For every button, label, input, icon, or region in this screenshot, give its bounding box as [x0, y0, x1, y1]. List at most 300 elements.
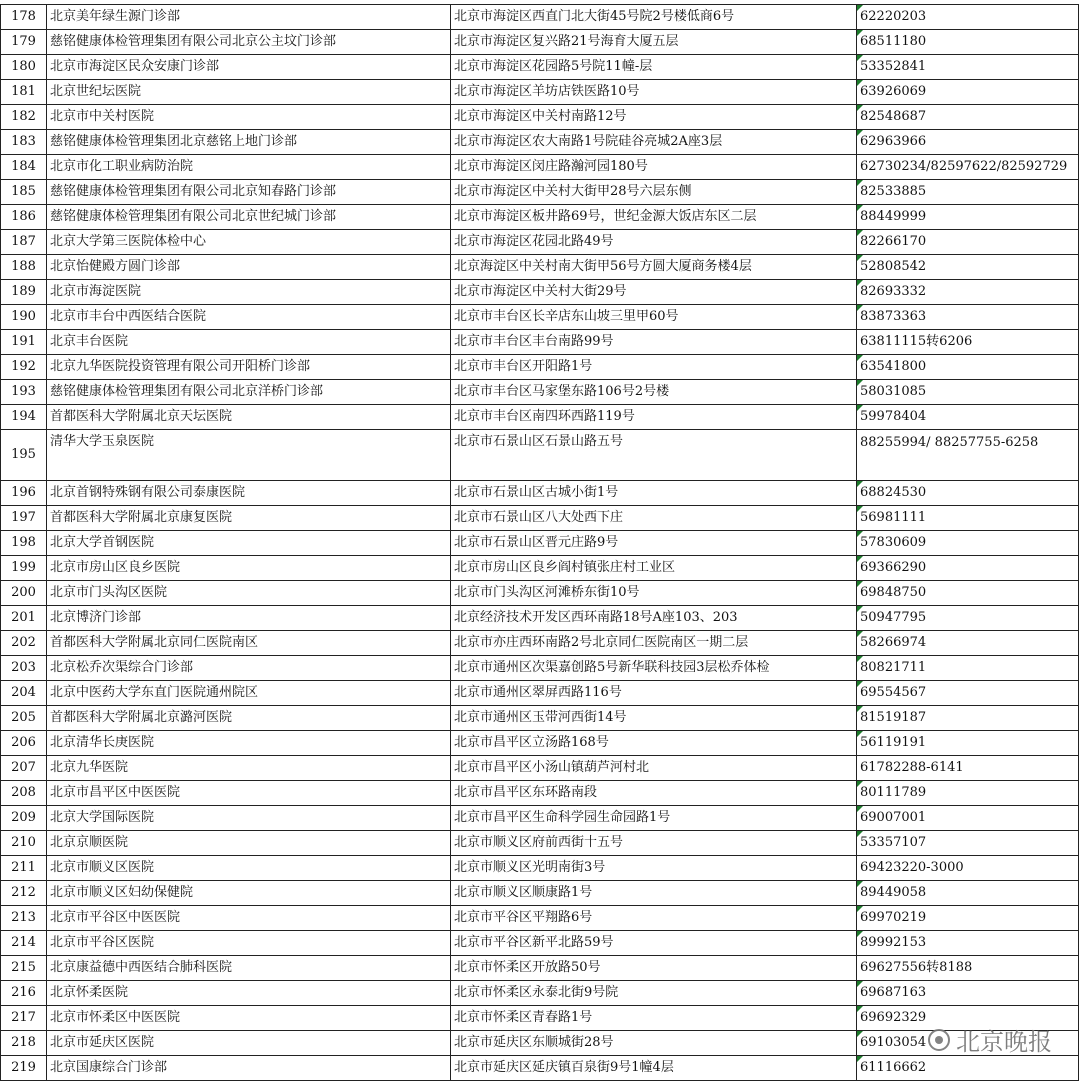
hospital-phone-text: 82693332	[860, 284, 927, 299]
hospital-address-text: 北京市丰台区开阳路1号	[454, 359, 593, 374]
row-number	[1, 330, 47, 355]
hospital-address-text: 北京市顺义区顺康路1号	[454, 885, 593, 900]
table-row	[1, 481, 1079, 506]
row-number	[1, 531, 47, 556]
hospital-phone	[857, 80, 1079, 105]
row-number	[1, 80, 47, 105]
hospital-phone-text: 69007001	[860, 810, 927, 825]
hospital-name-text: 北京大学首钢医院	[50, 535, 155, 550]
cell-flag-icon	[857, 280, 863, 286]
hospital-phone-text: 69848750	[860, 585, 927, 600]
hospital-phone-text: 57830609	[860, 535, 927, 550]
hospital-phone-text: 69103054	[860, 1035, 927, 1050]
hospital-name	[47, 931, 451, 956]
hospital-phone	[857, 405, 1079, 430]
hospital-address-text: 北京市延庆区东顺城街28号	[454, 1035, 614, 1050]
hospital-address-text: 北京市海淀区西直门北大街45号院2号楼低商6号	[454, 9, 735, 24]
hospital-name-text: 北京国康综合门诊部	[50, 1060, 168, 1075]
hospital-name	[47, 556, 451, 581]
table-row	[1, 405, 1079, 430]
hospital-name	[47, 55, 451, 80]
hospital-name	[47, 1031, 451, 1056]
row-number-text: 212	[11, 885, 36, 900]
hospital-name-text: 北京丰台医院	[50, 334, 129, 349]
hospital-address-text: 北京市昌平区东环路南段	[454, 785, 598, 800]
hospital-name-text: 北京市中关村医院	[50, 109, 155, 124]
hospital-phone	[857, 881, 1079, 906]
hospital-name-text: 北京市丰台中西医结合医院	[50, 309, 207, 324]
hospital-name	[47, 280, 451, 305]
row-number-text: 217	[11, 1010, 36, 1025]
hospital-phone	[857, 831, 1079, 856]
hospital-name-text: 北京怡健殿方圆门诊部	[50, 259, 181, 274]
hospital-phone-text: 68511180	[860, 34, 927, 49]
table-row	[1, 5, 1079, 30]
hospital-name-text: 北京市海淀医院	[50, 284, 142, 299]
hospital-phone-text: 88449999	[860, 209, 927, 224]
hospital-address	[451, 881, 857, 906]
hospital-address	[451, 531, 857, 556]
hospital-phone-text: 82533885	[860, 184, 927, 199]
hospital-address	[451, 280, 857, 305]
hospital-name-text: 慈铭健康体检管理集团有限公司北京公主坟门诊部	[50, 34, 337, 49]
row-number	[1, 981, 47, 1006]
cell-flag-icon	[857, 1056, 863, 1062]
table-row	[1, 55, 1079, 80]
hospital-table	[0, 4, 1079, 1081]
table-row	[1, 556, 1079, 581]
row-number-text: 205	[11, 710, 36, 725]
cell-flag-icon	[857, 355, 863, 361]
hospital-address-text: 北京市石景山区晋元庄路9号	[454, 535, 619, 550]
cell-flag-icon	[857, 205, 863, 211]
hospital-name	[47, 330, 451, 355]
row-number	[1, 631, 47, 656]
watermark-text: 北京晚报	[956, 1028, 1052, 1056]
hospital-name-text: 北京市房山区良乡医院	[50, 560, 181, 575]
row-number	[1, 681, 47, 706]
row-number-text: 196	[11, 485, 36, 500]
hospital-phone	[857, 280, 1079, 305]
table-row	[1, 205, 1079, 230]
row-number	[1, 5, 47, 30]
hospital-name	[47, 155, 451, 180]
hospital-address	[451, 681, 857, 706]
hospital-name-text: 北京松乔次渠综合门诊部	[50, 660, 194, 675]
hospital-phone-text: 63811115转6206	[860, 334, 973, 349]
hospital-address	[451, 205, 857, 230]
cell-flag-icon	[857, 831, 863, 837]
row-number	[1, 155, 47, 180]
cell-flag-icon	[857, 606, 863, 612]
hospital-address	[451, 731, 857, 756]
hospital-phone	[857, 355, 1079, 380]
row-number	[1, 806, 47, 831]
hospital-name-text: 北京首钢特殊钢有限公司泰康医院	[50, 485, 246, 500]
table-row	[1, 706, 1079, 731]
row-number	[1, 956, 47, 981]
hospital-name	[47, 405, 451, 430]
row-number-text: 197	[11, 510, 36, 525]
hospital-name-text: 北京世纪坛医院	[50, 84, 142, 99]
row-number	[1, 230, 47, 255]
row-number-text: 207	[11, 760, 36, 775]
cell-flag-icon	[857, 681, 863, 687]
table-row	[1, 581, 1079, 606]
hospital-phone	[857, 806, 1079, 831]
hospital-address	[451, 756, 857, 781]
hospital-phone-text: 69970219	[860, 910, 927, 925]
row-number	[1, 606, 47, 631]
cell-flag-icon	[857, 931, 863, 937]
hospital-phone	[857, 5, 1079, 30]
hospital-address-text: 北京市海淀区花园北路49号	[454, 234, 614, 249]
hospital-phone-text: 69423220-3000	[860, 860, 964, 875]
hospital-address	[451, 781, 857, 806]
hospital-name-text: 慈铭健康体检管理集团有限公司北京世纪城门诊部	[50, 209, 337, 224]
hospital-address-text: 北京市亦庄西环南路2号北京同仁医院南区一期二层	[454, 635, 749, 650]
row-number-text: 203	[11, 660, 36, 675]
cell-flag-icon	[857, 130, 863, 136]
hospital-address	[451, 405, 857, 430]
hospital-address	[451, 1031, 857, 1056]
row-number-text: 182	[11, 109, 36, 124]
row-number	[1, 656, 47, 681]
hospital-address-text: 北京市怀柔区开放路50号	[454, 960, 601, 975]
table-row	[1, 881, 1079, 906]
row-number-text: 181	[11, 84, 36, 99]
hospital-address	[451, 5, 857, 30]
row-number	[1, 30, 47, 55]
table-row	[1, 355, 1079, 380]
hospital-phone-text: 62730234/82597622/82592729	[860, 159, 1068, 174]
hospital-phone-text: 50947795	[860, 610, 927, 625]
hospital-name	[47, 305, 451, 330]
hospital-phone-text: 58031085	[860, 384, 927, 399]
hospital-phone-text: 52808542	[860, 259, 927, 274]
row-number-text: 214	[11, 935, 36, 950]
hospital-phone	[857, 380, 1079, 405]
hospital-name-text: 北京市顺义区妇幼保健院	[50, 885, 194, 900]
row-number	[1, 1031, 47, 1056]
hospital-address-text: 北京市平谷区新平北路59号	[454, 935, 614, 950]
cell-flag-icon	[857, 180, 863, 186]
hospital-address	[451, 556, 857, 581]
hospital-phone-text: 69627556转8188	[860, 960, 973, 975]
hospital-name	[47, 481, 451, 506]
row-number-text: 194	[11, 409, 36, 424]
hospital-address	[451, 856, 857, 881]
row-number	[1, 856, 47, 881]
hospital-name-text: 北京博济门诊部	[50, 610, 142, 625]
cell-flag-icon	[857, 731, 863, 737]
row-number	[1, 280, 47, 305]
row-number-text: 187	[11, 234, 36, 249]
row-number-text: 206	[11, 735, 36, 750]
row-number	[1, 731, 47, 756]
hospital-phone-text: 61782288-6141	[860, 760, 964, 775]
table-row	[1, 305, 1079, 330]
row-number-text: 198	[11, 535, 36, 550]
hospital-name-text: 慈铭健康体检管理集团北京慈铭上地门诊部	[50, 134, 298, 149]
row-number-text: 213	[11, 910, 36, 925]
hospital-address-text: 北京市通州区翠屏西路116号	[454, 685, 622, 700]
hospital-name	[47, 105, 451, 130]
table-row	[1, 931, 1079, 956]
hospital-address	[451, 255, 857, 280]
row-number-text: 183	[11, 134, 36, 149]
hospital-address	[451, 30, 857, 55]
hospital-address-text: 北京经济技术开发区西环南路18号A座103、203	[454, 610, 738, 625]
hospital-name	[47, 756, 451, 781]
hospital-address-text: 北京市丰台区南四环西路119号	[454, 409, 635, 424]
hospital-address-text: 北京市石景山区八大处西下庄	[454, 510, 624, 525]
row-number	[1, 255, 47, 280]
hospital-address	[451, 656, 857, 681]
hospital-phone-text: 89992153	[860, 935, 927, 950]
table-row	[1, 956, 1079, 981]
row-number-text: 184	[11, 159, 36, 174]
hospital-name	[47, 631, 451, 656]
cell-flag-icon	[857, 881, 863, 887]
hospital-name-text: 慈铭健康体检管理集团有限公司北京知春路门诊部	[50, 184, 337, 199]
hospital-phone-text: 80111789	[860, 785, 927, 800]
hospital-name-text: 北京市延庆区医院	[50, 1035, 155, 1050]
hospital-address-text: 北京市通州区玉带河西街14号	[454, 710, 627, 725]
hospital-address	[451, 606, 857, 631]
cell-flag-icon	[857, 30, 863, 36]
row-number	[1, 906, 47, 931]
hospital-phone	[857, 931, 1079, 956]
hospital-name	[47, 581, 451, 606]
hospital-address	[451, 105, 857, 130]
row-number-text: 195	[11, 447, 36, 462]
row-number-text: 179	[11, 34, 36, 49]
hospital-address-text: 北京市丰台区长辛店东山坡三里甲60号	[454, 309, 679, 324]
hospital-name-text: 北京中医药大学东直门医院通州院区	[50, 685, 259, 700]
hospital-name-text: 首都医科大学附属北京天坛医院	[50, 409, 233, 424]
hospital-name	[47, 956, 451, 981]
row-number-text: 208	[11, 785, 36, 800]
table-row	[1, 130, 1079, 155]
hospital-name	[47, 881, 451, 906]
hospital-address-text: 北京市海淀区农大南路1号院硅谷亮城2A座3层	[454, 134, 723, 149]
hospital-phone-text: 63926069	[860, 84, 927, 99]
table-row	[1, 781, 1079, 806]
table-row	[1, 906, 1079, 931]
hospital-name	[47, 831, 451, 856]
cell-flag-icon	[857, 380, 863, 386]
table-row	[1, 180, 1079, 205]
row-number	[1, 355, 47, 380]
hospital-name	[47, 355, 451, 380]
hospital-name	[47, 906, 451, 931]
hospital-name	[47, 5, 451, 30]
hospital-phone	[857, 180, 1079, 205]
cell-flag-icon	[857, 1031, 863, 1037]
table-row	[1, 80, 1079, 105]
hospital-address	[451, 1006, 857, 1031]
row-number-text: 216	[11, 985, 36, 1000]
table-row	[1, 606, 1079, 631]
row-number-text: 201	[11, 610, 36, 625]
hospital-address	[451, 831, 857, 856]
hospital-address	[451, 631, 857, 656]
hospital-phone	[857, 656, 1079, 681]
hospital-name	[47, 681, 451, 706]
row-number	[1, 756, 47, 781]
table-row	[1, 806, 1079, 831]
table-row	[1, 656, 1079, 681]
cell-flag-icon	[857, 506, 863, 512]
cell-flag-icon	[857, 806, 863, 812]
hospital-name-text: 首都医科大学附属北京潞河医院	[50, 710, 233, 725]
hospital-address	[451, 906, 857, 931]
hospital-address-text: 北京市海淀区中关村大街29号	[454, 284, 627, 299]
table-row	[1, 30, 1079, 55]
row-number-text: 190	[11, 309, 36, 324]
hospital-phone-text: 69366290	[860, 560, 927, 575]
row-number	[1, 506, 47, 531]
row-number	[1, 881, 47, 906]
hospital-phone	[857, 631, 1079, 656]
row-number	[1, 180, 47, 205]
hospital-address-text: 北京市昌平区立汤路168号	[454, 735, 609, 750]
hospital-name-text: 北京怀柔医院	[50, 985, 129, 1000]
table-row	[1, 1056, 1079, 1081]
hospital-phone	[857, 230, 1079, 255]
hospital-phone-text: 82548687	[860, 109, 927, 124]
row-number-text: 178	[11, 9, 36, 24]
row-number	[1, 556, 47, 581]
hospital-address	[451, 180, 857, 205]
hospital-phone	[857, 130, 1079, 155]
hospital-name	[47, 1006, 451, 1031]
hospital-name	[47, 506, 451, 531]
cell-flag-icon	[857, 631, 863, 637]
hospital-address-text: 北京市延庆区延庆镇百泉街9号1幢4层	[454, 1060, 674, 1075]
hospital-name-text: 北京九华医院投资管理有限公司开阳桥门诊部	[50, 359, 311, 374]
row-number	[1, 581, 47, 606]
table-row	[1, 831, 1079, 856]
row-number-text: 209	[11, 810, 36, 825]
hospital-address-text: 北京市海淀区中关村大街甲28号六层东侧	[454, 184, 692, 199]
row-number-text: 215	[11, 960, 36, 975]
cell-flag-icon	[857, 105, 863, 111]
hospital-address	[451, 80, 857, 105]
hospital-name-text: 北京京顺医院	[50, 835, 129, 850]
hospital-address-text: 北京市房山区良乡阎村镇张庄村工业区	[454, 560, 676, 575]
wechat-logo-icon	[928, 1029, 950, 1051]
row-number-text: 186	[11, 209, 36, 224]
table-row	[1, 105, 1079, 130]
table-row	[1, 230, 1079, 255]
hospital-name-text: 北京清华长庚医院	[50, 735, 155, 750]
row-number	[1, 205, 47, 230]
cell-flag-icon	[857, 255, 863, 261]
hospital-address-text: 北京市石景山区石景山路五号	[454, 434, 624, 449]
hospital-name	[47, 180, 451, 205]
hospital-phone	[857, 906, 1079, 931]
hospital-address-text: 北京市丰台区丰台南路99号	[454, 334, 614, 349]
row-number	[1, 55, 47, 80]
hospital-address-text: 北京市顺义区府前西街十五号	[454, 835, 624, 850]
row-number	[1, 1056, 47, 1081]
hospital-name-text: 清华大学玉泉医院	[50, 434, 155, 449]
hospital-name	[47, 981, 451, 1006]
hospital-address	[451, 706, 857, 731]
hospital-phone	[857, 330, 1079, 355]
row-number-text: 200	[11, 585, 36, 600]
row-number	[1, 130, 47, 155]
table-row	[1, 981, 1079, 1006]
row-number	[1, 105, 47, 130]
hospital-address	[451, 230, 857, 255]
hospital-phone	[857, 205, 1079, 230]
hospital-address	[451, 931, 857, 956]
row-number-text: 219	[11, 1060, 36, 1075]
hospital-name	[47, 430, 451, 481]
hospital-phone-text: 53357107	[860, 835, 927, 850]
row-number-text: 218	[11, 1035, 36, 1050]
hospital-phone	[857, 506, 1079, 531]
hospital-address	[451, 155, 857, 180]
hospital-name-text: 北京市化工职业病防治院	[50, 159, 194, 174]
hospital-name	[47, 656, 451, 681]
table-row	[1, 280, 1079, 305]
cell-flag-icon	[857, 55, 863, 61]
hospital-name	[47, 781, 451, 806]
hospital-phone-text: 89449058	[860, 885, 927, 900]
hospital-phone	[857, 706, 1079, 731]
hospital-name	[47, 230, 451, 255]
hospital-name-text: 首都医科大学附属北京同仁医院南区	[50, 635, 259, 650]
hospital-phone	[857, 981, 1079, 1006]
hospital-address	[451, 481, 857, 506]
table-row	[1, 430, 1079, 481]
row-number-text: 191	[11, 334, 36, 349]
hospital-address	[451, 355, 857, 380]
table-row	[1, 756, 1079, 781]
table-row	[1, 731, 1079, 756]
hospital-name-text: 北京大学国际医院	[50, 810, 155, 825]
hospital-address	[451, 981, 857, 1006]
hospital-name	[47, 706, 451, 731]
table-row	[1, 681, 1079, 706]
hospital-phone-text: 62963966	[860, 134, 927, 149]
cell-flag-icon	[857, 581, 863, 587]
row-number	[1, 481, 47, 506]
table-row	[1, 531, 1079, 556]
hospital-phone-text: 63541800	[860, 359, 927, 374]
hospital-phone	[857, 155, 1079, 180]
hospital-address	[451, 130, 857, 155]
cell-flag-icon	[857, 305, 863, 311]
hospital-phone-text: 69554567	[860, 685, 927, 700]
hospital-phone-text: 88255994/ 88257755-6258	[860, 435, 1039, 450]
hospital-name	[47, 30, 451, 55]
hospital-name	[47, 80, 451, 105]
hospital-phone	[857, 481, 1079, 506]
hospital-address-text: 北京市丰台区马家堡东路106号2号楼	[454, 384, 670, 399]
table-row	[1, 1006, 1079, 1031]
hospital-phone-text: 62220203	[860, 9, 927, 24]
hospital-address-text: 北京市通州区次渠嘉创路5号新华联科技园3层松乔体检	[454, 660, 770, 675]
hospital-phone-text: 69687163	[860, 985, 927, 1000]
hospital-phone-text: 59978404	[860, 409, 927, 424]
hospital-address-text: 北京市怀柔区青春路1号	[454, 1010, 593, 1025]
hospital-phone	[857, 531, 1079, 556]
